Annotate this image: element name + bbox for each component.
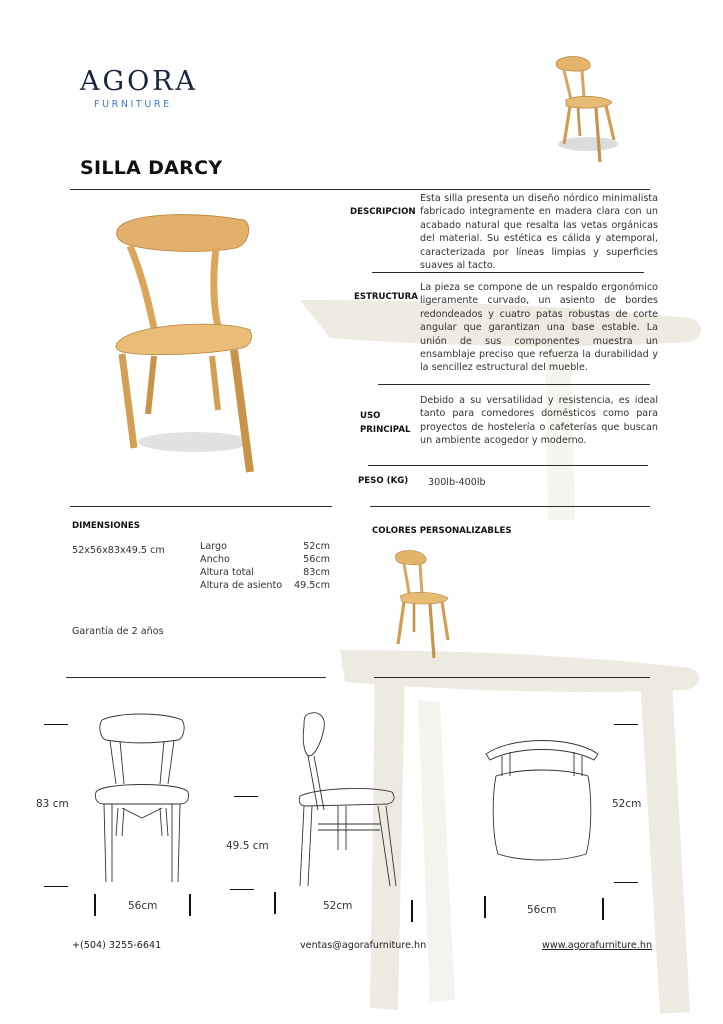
uso-label-line2: PRINCIPAL xyxy=(360,425,411,435)
side-seat-height-label: 49.5 cm xyxy=(226,840,269,852)
side-seat-tick-bottom xyxy=(230,889,254,890)
front-width-label: 56cm xyxy=(128,900,158,912)
top-depth-tick-top xyxy=(614,724,638,725)
descripcion-text: Esta silla presenta un diseño nórdico minimalista fabricado integramente en madera clara con un acabado natural que resalta las vetas orgánicas del material. Su estética es cálida y atemporal, caracterizada por líneas limpias y superficies suaves al tacto. xyxy=(420,193,658,272)
chair-photo-color-option xyxy=(388,546,458,662)
brand-logo-subtext: FURNITURE xyxy=(94,99,172,110)
dim-row-altura-asiento xyxy=(200,579,330,592)
front-height-label: 83 cm xyxy=(36,798,69,810)
uso-label-line1: USO xyxy=(360,411,381,421)
footer-email-link[interactable]: ventas@agorafurniture.hn xyxy=(300,940,427,951)
dim-value: 49.5cm xyxy=(294,580,330,591)
footer-phone[interactable]: +(504) 3255-6641 xyxy=(72,940,162,951)
descripcion-divider xyxy=(372,272,644,273)
title-divider xyxy=(70,189,650,190)
garantia-text: Garantía de 2 años xyxy=(72,626,164,637)
dim-row-ancho xyxy=(200,553,330,566)
dim-value: 56cm xyxy=(303,554,330,565)
top-width-tick-left xyxy=(484,896,486,918)
peso-label: PESO (KG) xyxy=(358,476,409,486)
uso-divider xyxy=(368,465,648,466)
dim-name: Altura total xyxy=(200,567,254,578)
dim-value: 52cm xyxy=(303,541,330,552)
estructura-divider xyxy=(378,384,650,385)
chair-photo-small xyxy=(548,52,624,166)
front-height-tick-bottom xyxy=(44,886,68,887)
front-width-tick-left xyxy=(94,894,96,916)
side-seat-tick-top xyxy=(234,796,258,797)
top-depth-label: 52cm xyxy=(612,798,642,810)
chair-front-drawing xyxy=(92,712,192,884)
chair-photo-main xyxy=(108,210,268,482)
side-depth-label: 52cm xyxy=(323,900,353,912)
brand-logo-text: AGORA xyxy=(80,66,199,97)
dimensiones-divider xyxy=(70,506,332,507)
footer-web-link[interactable]: www.agorafurniture.hn xyxy=(542,940,653,951)
top-depth-tick-bottom xyxy=(614,882,638,883)
page-title: SILLA DARCY xyxy=(80,157,223,179)
dim-name: Largo xyxy=(200,541,227,552)
estructura-label: ESTRUCTURA xyxy=(354,292,418,302)
descripcion-label: DESCRIPCION xyxy=(350,207,416,217)
uso-text: Debido a su versatilidad y resistencia, es ideal tanto para comedores domésticos como para proyectos de hostelería o cafeterías que buscan un ambiente acogedor y moderno. xyxy=(420,395,658,447)
peso-value: 300lb-400lb xyxy=(428,477,486,488)
peso-divider xyxy=(370,506,650,507)
dim-row-altura-total xyxy=(200,566,330,579)
dim-name: Altura de asiento xyxy=(200,580,283,591)
dim-value: 83cm xyxy=(303,567,330,578)
dimensiones-summary: 52x56x83x49.5 cm xyxy=(72,545,165,556)
dim-row-largo xyxy=(200,540,330,553)
front-height-tick-top xyxy=(44,724,68,725)
drawings-divider-left xyxy=(66,677,326,678)
top-width-tick-right xyxy=(602,898,604,920)
side-depth-tick-right xyxy=(411,900,413,922)
drawings-divider-right xyxy=(374,677,650,678)
side-depth-tick-left xyxy=(274,892,276,914)
dimensiones-label: DIMENSIONES xyxy=(72,521,140,531)
dimensiones-table xyxy=(200,540,330,592)
chair-top-drawing xyxy=(482,736,602,862)
front-width-tick-right xyxy=(189,894,191,916)
colores-label: COLORES PERSONALIZABLES xyxy=(372,526,512,536)
chair-side-drawing xyxy=(294,710,398,890)
top-width-label: 56cm xyxy=(527,904,557,916)
dim-name: Ancho xyxy=(200,554,230,565)
estructura-text: La pieza se compone de un respaldo ergonómico ligeramente curvado, un asiento de bordes redondeados y cuatro patas robustas de corte angular que garantizan una base estable. La unión de sus componentes muestra un ensamblaje preciso que refuerza la durabilidad y la sencillez estructural del mueble. xyxy=(420,282,658,374)
